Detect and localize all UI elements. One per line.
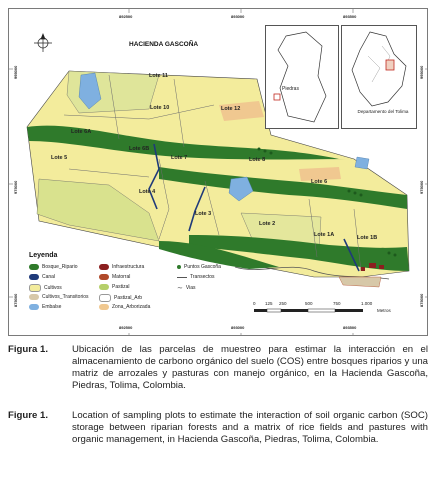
scale-tick-label: 750 <box>333 301 341 306</box>
caption-label: Figure 1. <box>8 410 48 421</box>
coord-right: 875000 <box>419 293 424 307</box>
lote-label: Lote 12 <box>221 106 241 112</box>
legend-item: Matorral <box>99 274 130 280</box>
legend-item: Transectos <box>177 274 215 280</box>
lote-label: Lote 4 <box>139 189 156 195</box>
coord-top: 893500 <box>343 14 357 19</box>
legend-item: Canal <box>29 274 55 280</box>
legend-item: Cultivos_Transitorios <box>29 294 89 300</box>
legend-item: Zona_Arborizada <box>99 304 150 310</box>
legend-item: Bosque_Ripario <box>29 264 78 270</box>
line-icon <box>177 277 187 278</box>
legend-swatch <box>29 284 41 292</box>
inset-dept-label: Departamento del Tolima <box>357 109 409 114</box>
legend-item: Puntos Gascoña <box>177 264 221 270</box>
lote-label: Lote 1B <box>357 235 378 241</box>
coord-right: 995000 <box>419 65 424 79</box>
scale-tick-label: 1.000 <box>361 301 373 306</box>
inset-map-piedras <box>265 25 339 129</box>
caption-es <box>8 344 428 392</box>
legend-item: Infraestructura <box>99 264 144 270</box>
scale-tick-label: 0 <box>253 301 256 306</box>
lote-label: Lote 7 <box>171 155 188 161</box>
caption-en <box>8 410 428 446</box>
legend-swatch <box>29 304 39 310</box>
legend-swatch <box>99 274 109 280</box>
point-icon <box>177 265 181 269</box>
lote-label: Lote 6 <box>311 179 328 185</box>
coord-right: 975000 <box>419 180 424 194</box>
legend-swatch <box>99 294 111 302</box>
map-title: HACIENDA GASCOÑA <box>129 41 199 48</box>
coord-bottom: 893500 <box>343 325 357 330</box>
north-arrow <box>34 34 52 52</box>
matorral <box>339 277 381 287</box>
coord-left: 995000 <box>13 65 18 79</box>
legend-swatch <box>99 264 109 270</box>
scale-bar <box>253 301 403 323</box>
legend <box>29 252 254 327</box>
coord-bottom: 892500 <box>119 325 133 330</box>
lote-label: Lote 6A <box>71 129 92 135</box>
legend-item: Embalse <box>29 304 61 310</box>
scale-tick-label: 125 <box>265 301 273 306</box>
lote-label: Lote 10 <box>150 105 170 111</box>
map-frame <box>8 8 428 336</box>
legend-swatch <box>99 284 109 290</box>
caption-text: Ubicación de las parcelas de muestreo para estimar la interacción en el almacenamiento de carbono orgánico del suelo (COS) entre bosques riparios y una matriz de arrozales y pasturas con manejo orgánico, en la Hacienda Gascoña, Piedras, Tolima, Colombia. <box>72 344 428 391</box>
inset-map-tolima <box>341 25 417 129</box>
lote-label: Lote 1A <box>314 232 335 238</box>
lote-label: Lote 3 <box>195 211 212 217</box>
inset-piedras-shape <box>266 26 338 128</box>
coord-top: 892500 <box>119 14 133 19</box>
wave-icon: ∼ <box>177 285 183 292</box>
coord-top: 893000 <box>231 14 245 19</box>
coord-left: 875000 <box>13 293 18 307</box>
legend-item: Pastizal <box>99 284 130 290</box>
legend-title: Leyenda <box>29 252 58 259</box>
legend-item: Pastizal_Arb <box>99 294 142 302</box>
legend-swatch <box>29 264 39 270</box>
embalse <box>355 157 369 169</box>
coord-bottom: 893000 <box>231 325 245 330</box>
caption-label: Figura 1. <box>8 344 48 355</box>
lote-label: Lote 2 <box>259 221 276 227</box>
legend-item: ∼ Vias <box>177 285 196 292</box>
lote-label: Lote 11 <box>149 73 168 79</box>
inset-city-label: Piedras <box>282 86 299 92</box>
lote-label: Lote 8 <box>249 157 266 163</box>
scale-bar-graphic <box>253 308 377 318</box>
caption-text: Location of sampling plots to estimate the interaction of soil organic carbon (SOC) storage between riparian forests and a matrix of rice fields and pastures with organic management, in Hacienda Gascoña, Piedras, Tolima, Colombia. <box>72 410 428 445</box>
legend-swatch <box>99 304 109 310</box>
scale-unit: Metros <box>377 308 391 313</box>
scale-tick-label: 500 <box>305 301 313 306</box>
coord-left: 975000 <box>13 180 18 194</box>
lote-label: Lote 5 <box>51 155 68 161</box>
legend-item: Cultivos <box>29 284 62 292</box>
scale-tick-label: 250 <box>279 301 287 306</box>
legend-swatch <box>29 294 39 300</box>
lote-label: Lote 6B <box>129 146 150 152</box>
legend-swatch <box>29 274 39 280</box>
